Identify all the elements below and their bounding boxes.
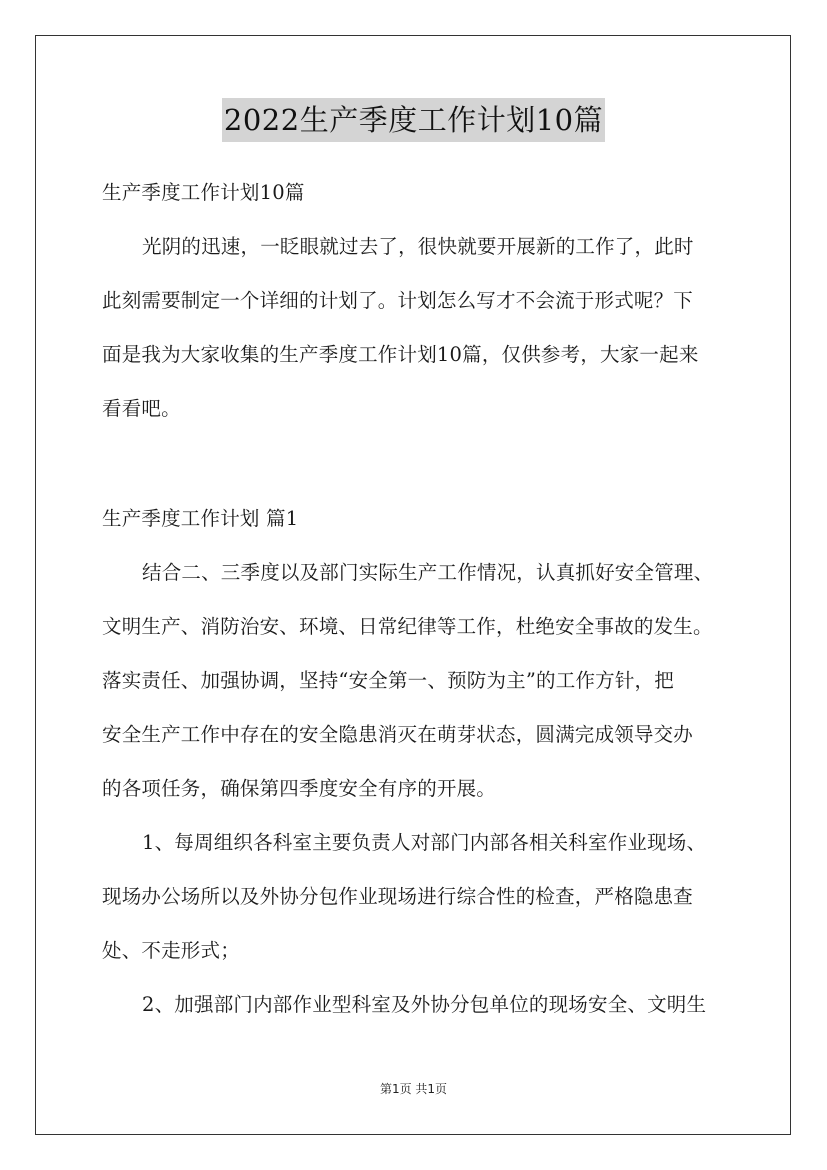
- body-line: 结合二、三季度以及部门实际生产工作情况，认真抓好安全管理、: [142, 561, 714, 584]
- section-heading: 生产季度工作计划 篇1: [102, 507, 299, 530]
- subtitle-block: [102, 166, 732, 220]
- intro-line: 此刻需要制定一个详细的计划了。计划怎么写才不会流于形式呢？下: [102, 289, 694, 312]
- section-body: [102, 546, 732, 1032]
- list-item-1: 1、每周组织各科室主要负责人对部门内部各相关科室作业现场、: [142, 831, 707, 854]
- body-line: 处、不走形式；: [102, 939, 240, 962]
- body-line: 现场办公场所以及外协分包作业现场进行综合性的检查，严格隐患查: [102, 885, 694, 908]
- document-title: 2022生产季度工作计划10篇: [222, 98, 605, 142]
- intro-paragraph: [102, 220, 732, 436]
- title-container: [0, 98, 827, 142]
- list-item-2: 2、加强部门内部作业型科室及外协分包单位的现场安全、文明生: [142, 993, 707, 1016]
- page-footer: 第1页 共1页: [379, 1082, 448, 1096]
- body-line: 的各项任务，确保第四季度安全有序的开展。: [102, 777, 497, 800]
- body-line: 落实责任、加强协调，坚持“安全第一、预防为主”的工作方针，把: [102, 669, 674, 692]
- intro-line: 光阴的迅速，一眨眼就过去了，很快就要开展新的工作了，此时: [142, 235, 694, 258]
- intro-line: 面是我为大家收集的生产季度工作计划10篇，仅供参考，大家一起来: [102, 343, 699, 366]
- section-heading-block: [102, 492, 732, 546]
- document-subtitle: 生产季度工作计划10篇: [102, 181, 305, 204]
- body-line: 安全生产工作中存在的安全隐患消灭在萌芽状态，圆满完成领导交办: [102, 723, 694, 746]
- body-line: 文明生产、消防治安、环境、日常纪律等工作，杜绝安全事故的发生。: [102, 615, 713, 638]
- intro-line: 看看吧。: [102, 397, 181, 420]
